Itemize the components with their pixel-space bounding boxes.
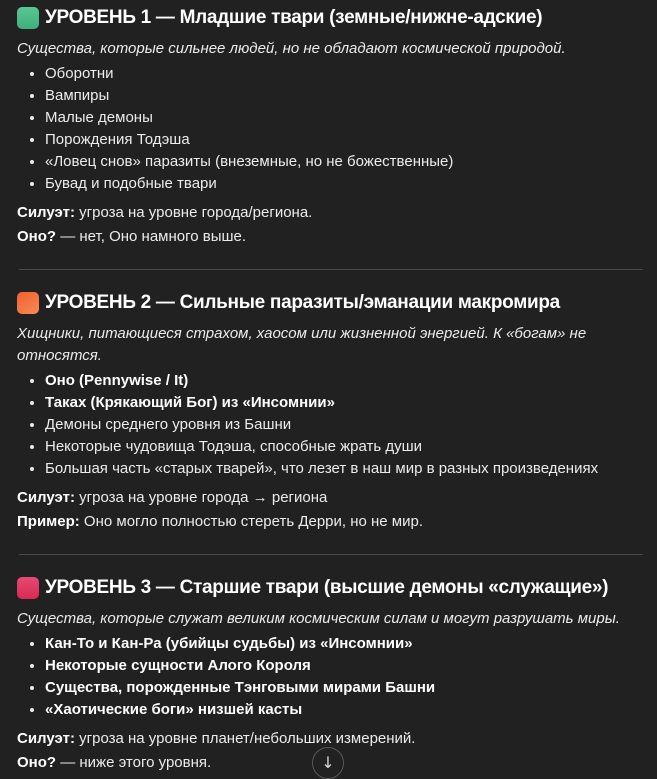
list-item: • Большая часть «старых тварей», что лезет в наш мир в разных произведениях bbox=[45, 458, 645, 480]
level-1-heading bbox=[17, 7, 645, 29]
ono-note bbox=[17, 226, 645, 248]
level-3-subtitle: Существа, которые служат великим космическим силам и могут разрушать миры. bbox=[17, 610, 620, 627]
level-1-list bbox=[17, 63, 645, 195]
orange-square-emoji bbox=[17, 292, 39, 314]
level-3-heading bbox=[17, 577, 645, 599]
note-text: Оно могло полностью стереть Дерри, но не мир. bbox=[79, 513, 424, 530]
silhouette-note bbox=[17, 202, 645, 224]
level-1-section bbox=[17, 7, 645, 248]
level-3-list bbox=[17, 633, 645, 721]
divider bbox=[19, 269, 643, 270]
note-label: Силуэт: bbox=[17, 489, 75, 506]
note-label: Пример: bbox=[17, 513, 80, 530]
list-item: • Оборотни bbox=[45, 63, 645, 85]
note-label: Оно? bbox=[17, 228, 57, 245]
note-text: угроза на уровне планет/небольших измерений. bbox=[74, 730, 416, 747]
note-text: — нет, Оно намного выше. bbox=[56, 228, 247, 245]
note-label: Силуэт: bbox=[17, 730, 75, 747]
note-text: угроза на уровне города/региона. bbox=[74, 204, 313, 221]
level-2-section bbox=[17, 292, 645, 533]
note-label: Оно? bbox=[17, 754, 57, 771]
red-square-emoji bbox=[17, 577, 39, 599]
list-item: • Оно (Pennywise / It) bbox=[45, 370, 645, 392]
list-item: • Некоторые сущности Алого Короля bbox=[45, 655, 645, 677]
arrow-down-icon: ↓ bbox=[321, 753, 335, 772]
level-2-subtitle: Хищники, питающиеся страхом, хаосом или жизненной энергией. К «богам» не относятся. bbox=[17, 325, 587, 364]
level-3-section bbox=[17, 577, 645, 774]
list-item: • Кан-То и Кан-Ра (убийцы судьбы) из «Инсомнии» bbox=[45, 633, 645, 655]
level-3-title: УРОВЕНЬ 3 — Старшие твари (высшие демоны «служащие») bbox=[45, 577, 609, 598]
note-text: — ниже этого уровня. bbox=[56, 754, 212, 771]
level-1-subtitle: Существа, которые сильнее людей, но не обладают космической природой. bbox=[17, 40, 566, 57]
list-item: • Бувад и подобные твари bbox=[45, 173, 645, 195]
list-item: • Порождения Тодэша bbox=[45, 129, 645, 151]
list-item: • Таках (Крякающий Бог) из «Инсомнии» bbox=[45, 392, 645, 414]
level-2-title: УРОВЕНЬ 2 — Сильные паразиты/эманации макромира bbox=[45, 292, 560, 313]
list-item: • Некоторые чудовища Тодэша, способные жрать души bbox=[45, 436, 645, 458]
example-note bbox=[17, 511, 645, 533]
note-label: Силуэт: bbox=[17, 204, 75, 221]
list-item: • Демоны среднего уровня из Башни bbox=[45, 414, 645, 436]
green-square-emoji bbox=[17, 7, 39, 29]
list-item: • Малые демоны bbox=[45, 107, 645, 129]
note-text: угроза на уровне города → региона bbox=[74, 489, 328, 506]
level-1-title: УРОВЕНЬ 1 — Младшие твари (земные/нижне-адские) bbox=[45, 7, 543, 28]
level-2-list bbox=[17, 370, 645, 480]
list-item: • «Хаотические боги» низшей касты bbox=[45, 699, 645, 721]
list-item: • «Ловец снов» паразиты (внеземные, но не божественные) bbox=[45, 151, 645, 173]
silhouette-note bbox=[17, 487, 645, 509]
scroll-to-bottom-button[interactable] bbox=[312, 747, 344, 779]
list-item: • Вампиры bbox=[45, 85, 645, 107]
divider bbox=[19, 554, 643, 555]
list-item: • Существа, порожденные Тэнговыми мирами Башни bbox=[45, 677, 645, 699]
level-2-heading bbox=[17, 292, 645, 314]
